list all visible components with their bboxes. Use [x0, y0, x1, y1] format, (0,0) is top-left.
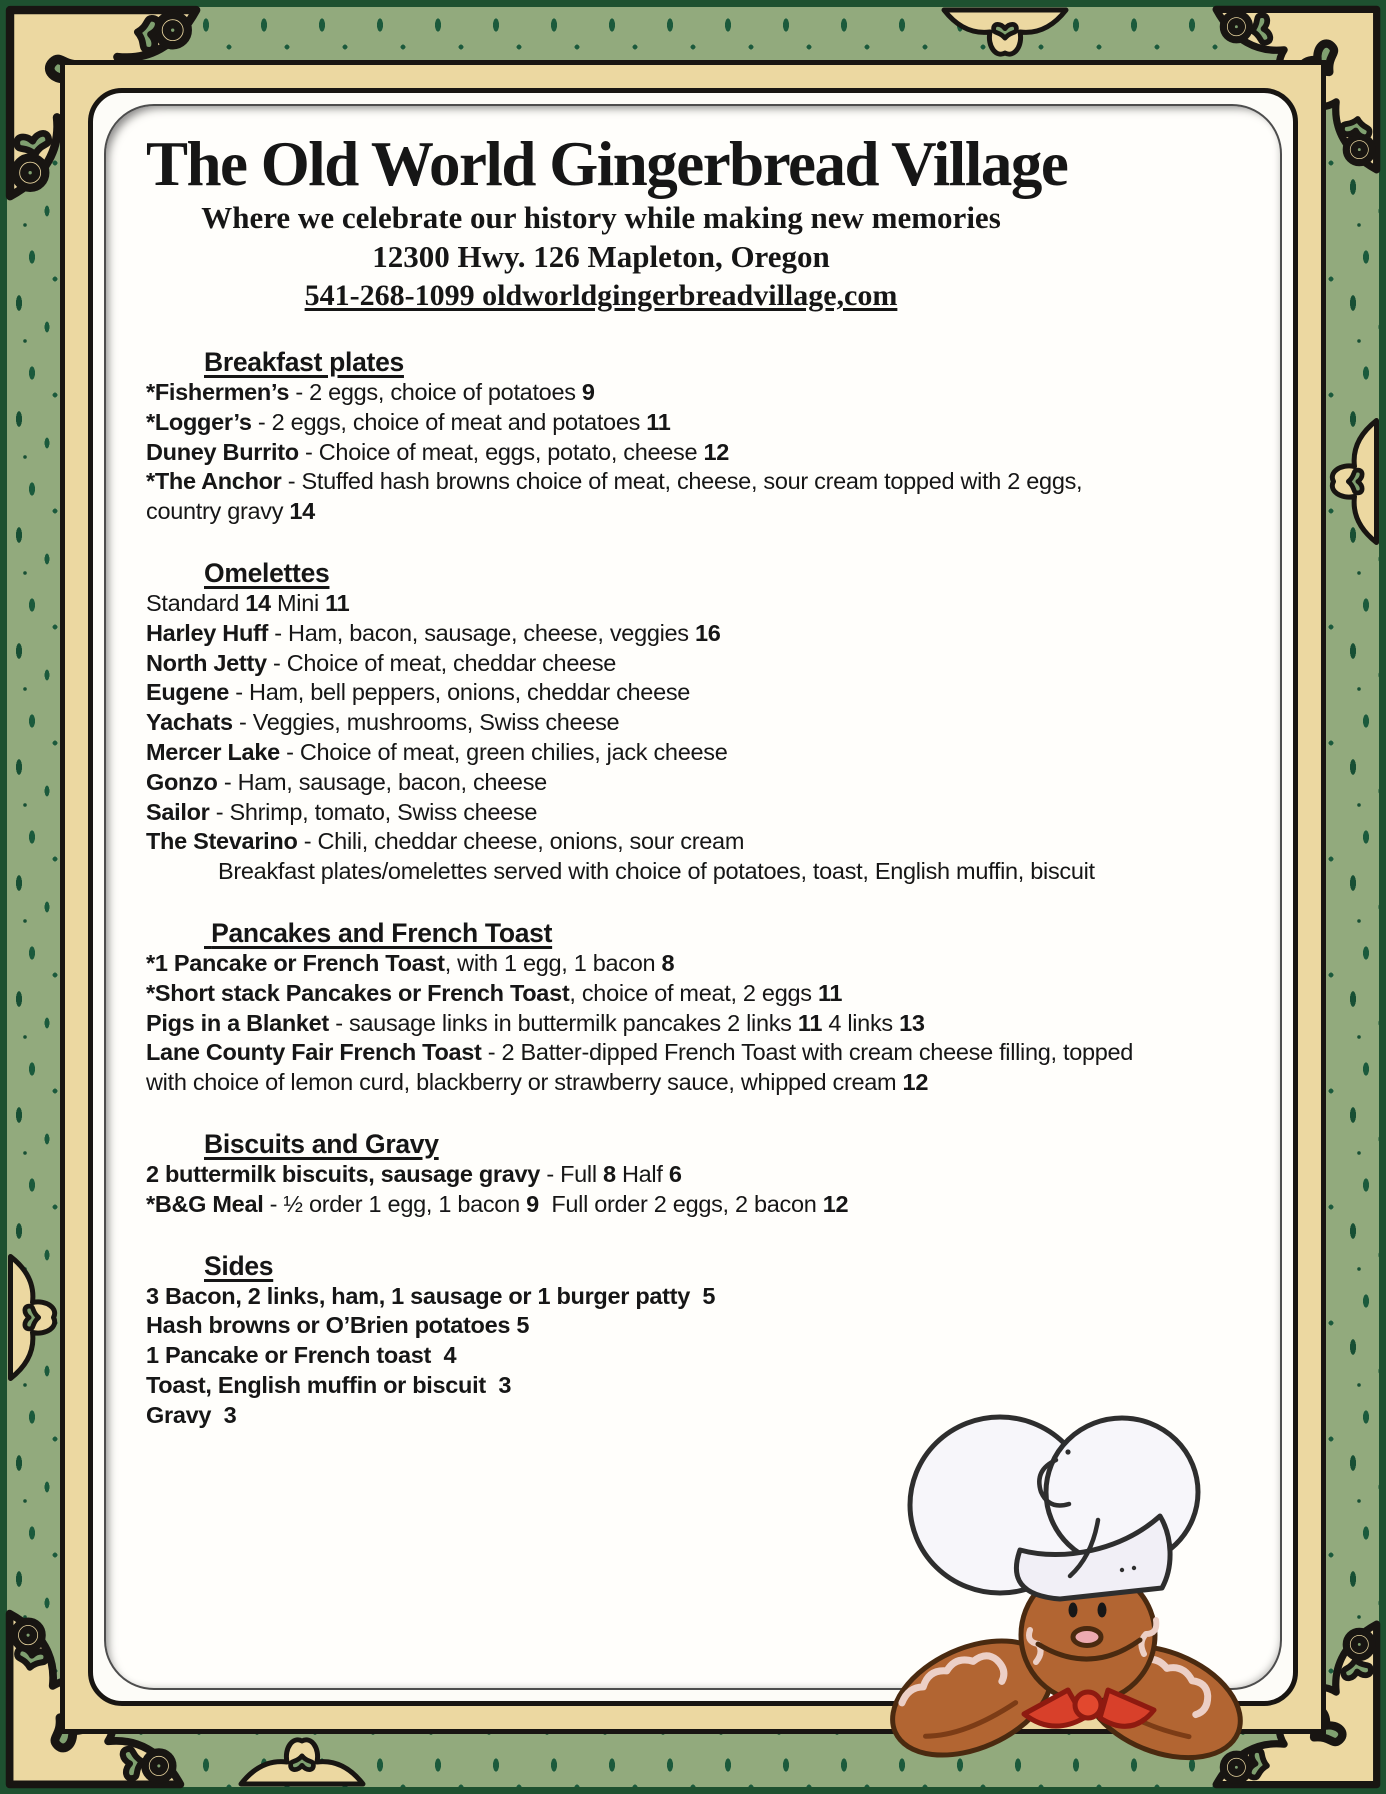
- menu-item: Duney Burrito - Choice of meat, eggs, potato, cheese 12: [146, 438, 730, 465]
- menu-item: *B&G Meal - ½ order 1 egg, 1 bacon 9 Full order 2 eggs, 2 bacon 12: [146, 1190, 849, 1217]
- menu-item: 1 Pancake or French toast 4: [146, 1342, 457, 1369]
- menu-item: Toast, English muffin or biscuit 3: [146, 1371, 512, 1398]
- menu-item: Gravy 3: [146, 1401, 237, 1428]
- menu-item: 3 Bacon, 2 links, ham, 1 sausage or 1 burger patty 5: [146, 1282, 716, 1309]
- menu-item: *Short stack Pancakes or French Toast, choice of meat, 2 eggs 11: [146, 979, 843, 1006]
- menu-section-omelettes: [146, 558, 1246, 887]
- edge-heart-ornament: [6, 1251, 67, 1383]
- menu-item: *The Anchor - Stuffed hash browns choice of meat, cheese, sour cream topped with 2 eggs, country gravy 14: [146, 468, 1083, 525]
- menu-item: Eugene - Ham, bell peppers, onions, cheddar cheese: [146, 679, 691, 706]
- menu-item: Yachats - Veggies, mushrooms, Swiss cheese: [146, 709, 620, 736]
- page-title: The Old World Gingerbread Village: [146, 129, 1068, 199]
- section-note: Breakfast plates/omelettes served with choice of potatoes, toast, English muffin, biscuit: [218, 858, 1095, 885]
- menu-item: *1 Pancake or French Toast, with 1 egg, 1 bacon 8: [146, 949, 675, 976]
- tagline: Where we celebrate our history while making new memories: [201, 200, 1001, 235]
- menu-item: Sailor - Shrimp, tomato, Swiss cheese: [146, 798, 538, 825]
- edge-heart-ornament: [1319, 417, 1380, 549]
- menu-item: *Fishermen’s - 2 eggs, choice of potatoes 9: [146, 379, 595, 405]
- section-heading: Omelettes: [204, 557, 330, 588]
- menu-item: 2 buttermilk biscuits, sausage gravy - Full 8 Half 6: [146, 1160, 682, 1187]
- menu-item: *Logger’s - 2 eggs, choice of meat and potatoes 11: [146, 408, 671, 435]
- menu-item: Harley Huff - Ham, bacon, sausage, cheese, veggies 16: [146, 619, 721, 646]
- menu-item: The Stevarino - Chili, cheddar cheese, onions, sour cream: [146, 828, 745, 855]
- menu-item: Standard 14 Mini 11: [146, 589, 350, 616]
- edge-heart-ornament: [235, 1727, 367, 1788]
- menu-item: Hash browns or O’Brien potatoes 5: [146, 1312, 530, 1339]
- menu-sections: [146, 347, 1246, 1431]
- gingerbread-chef-illustration: [860, 1400, 1280, 1794]
- menu-item: Lane County Fair French Toast - 2 Batter-dipped French Toast with cream cheese filling, topped with choice of lemon curd, blackberry or strawberry sauce, whipped cream 12: [146, 1039, 1134, 1096]
- section-heading: Pancakes and French Toast: [204, 917, 553, 948]
- menu-item: Mercer Lake - Choice of meat, green chilies, jack cheese: [146, 738, 728, 765]
- menu-section-pancakes-and-french-toast: [146, 918, 1246, 1098]
- edge-heart-ornament: [940, 6, 1072, 67]
- menu-header: [146, 129, 1068, 316]
- phone-website: 541-268-1099 oldworldgingerbreadvillage,com: [304, 279, 898, 312]
- menu-item: Gonzo - Ham, sausage, bacon, cheese: [146, 768, 547, 795]
- address: 12300 Hwy. 126 Mapleton, Oregon: [372, 239, 830, 274]
- section-heading: Breakfast plates: [204, 347, 404, 377]
- menu-item: North Jetty - Choice of meat, cheddar cheese: [146, 649, 617, 676]
- section-heading: Sides: [204, 1250, 274, 1281]
- menu-section-breakfast-plates: [146, 347, 1246, 527]
- section-heading: Biscuits and Gravy: [204, 1128, 439, 1159]
- menu-section-biscuits-and-gravy: [146, 1129, 1246, 1220]
- menu-item: Pigs in a Blanket - sausage links in buttermilk pancakes 2 links 11 4 links 13: [146, 1009, 925, 1036]
